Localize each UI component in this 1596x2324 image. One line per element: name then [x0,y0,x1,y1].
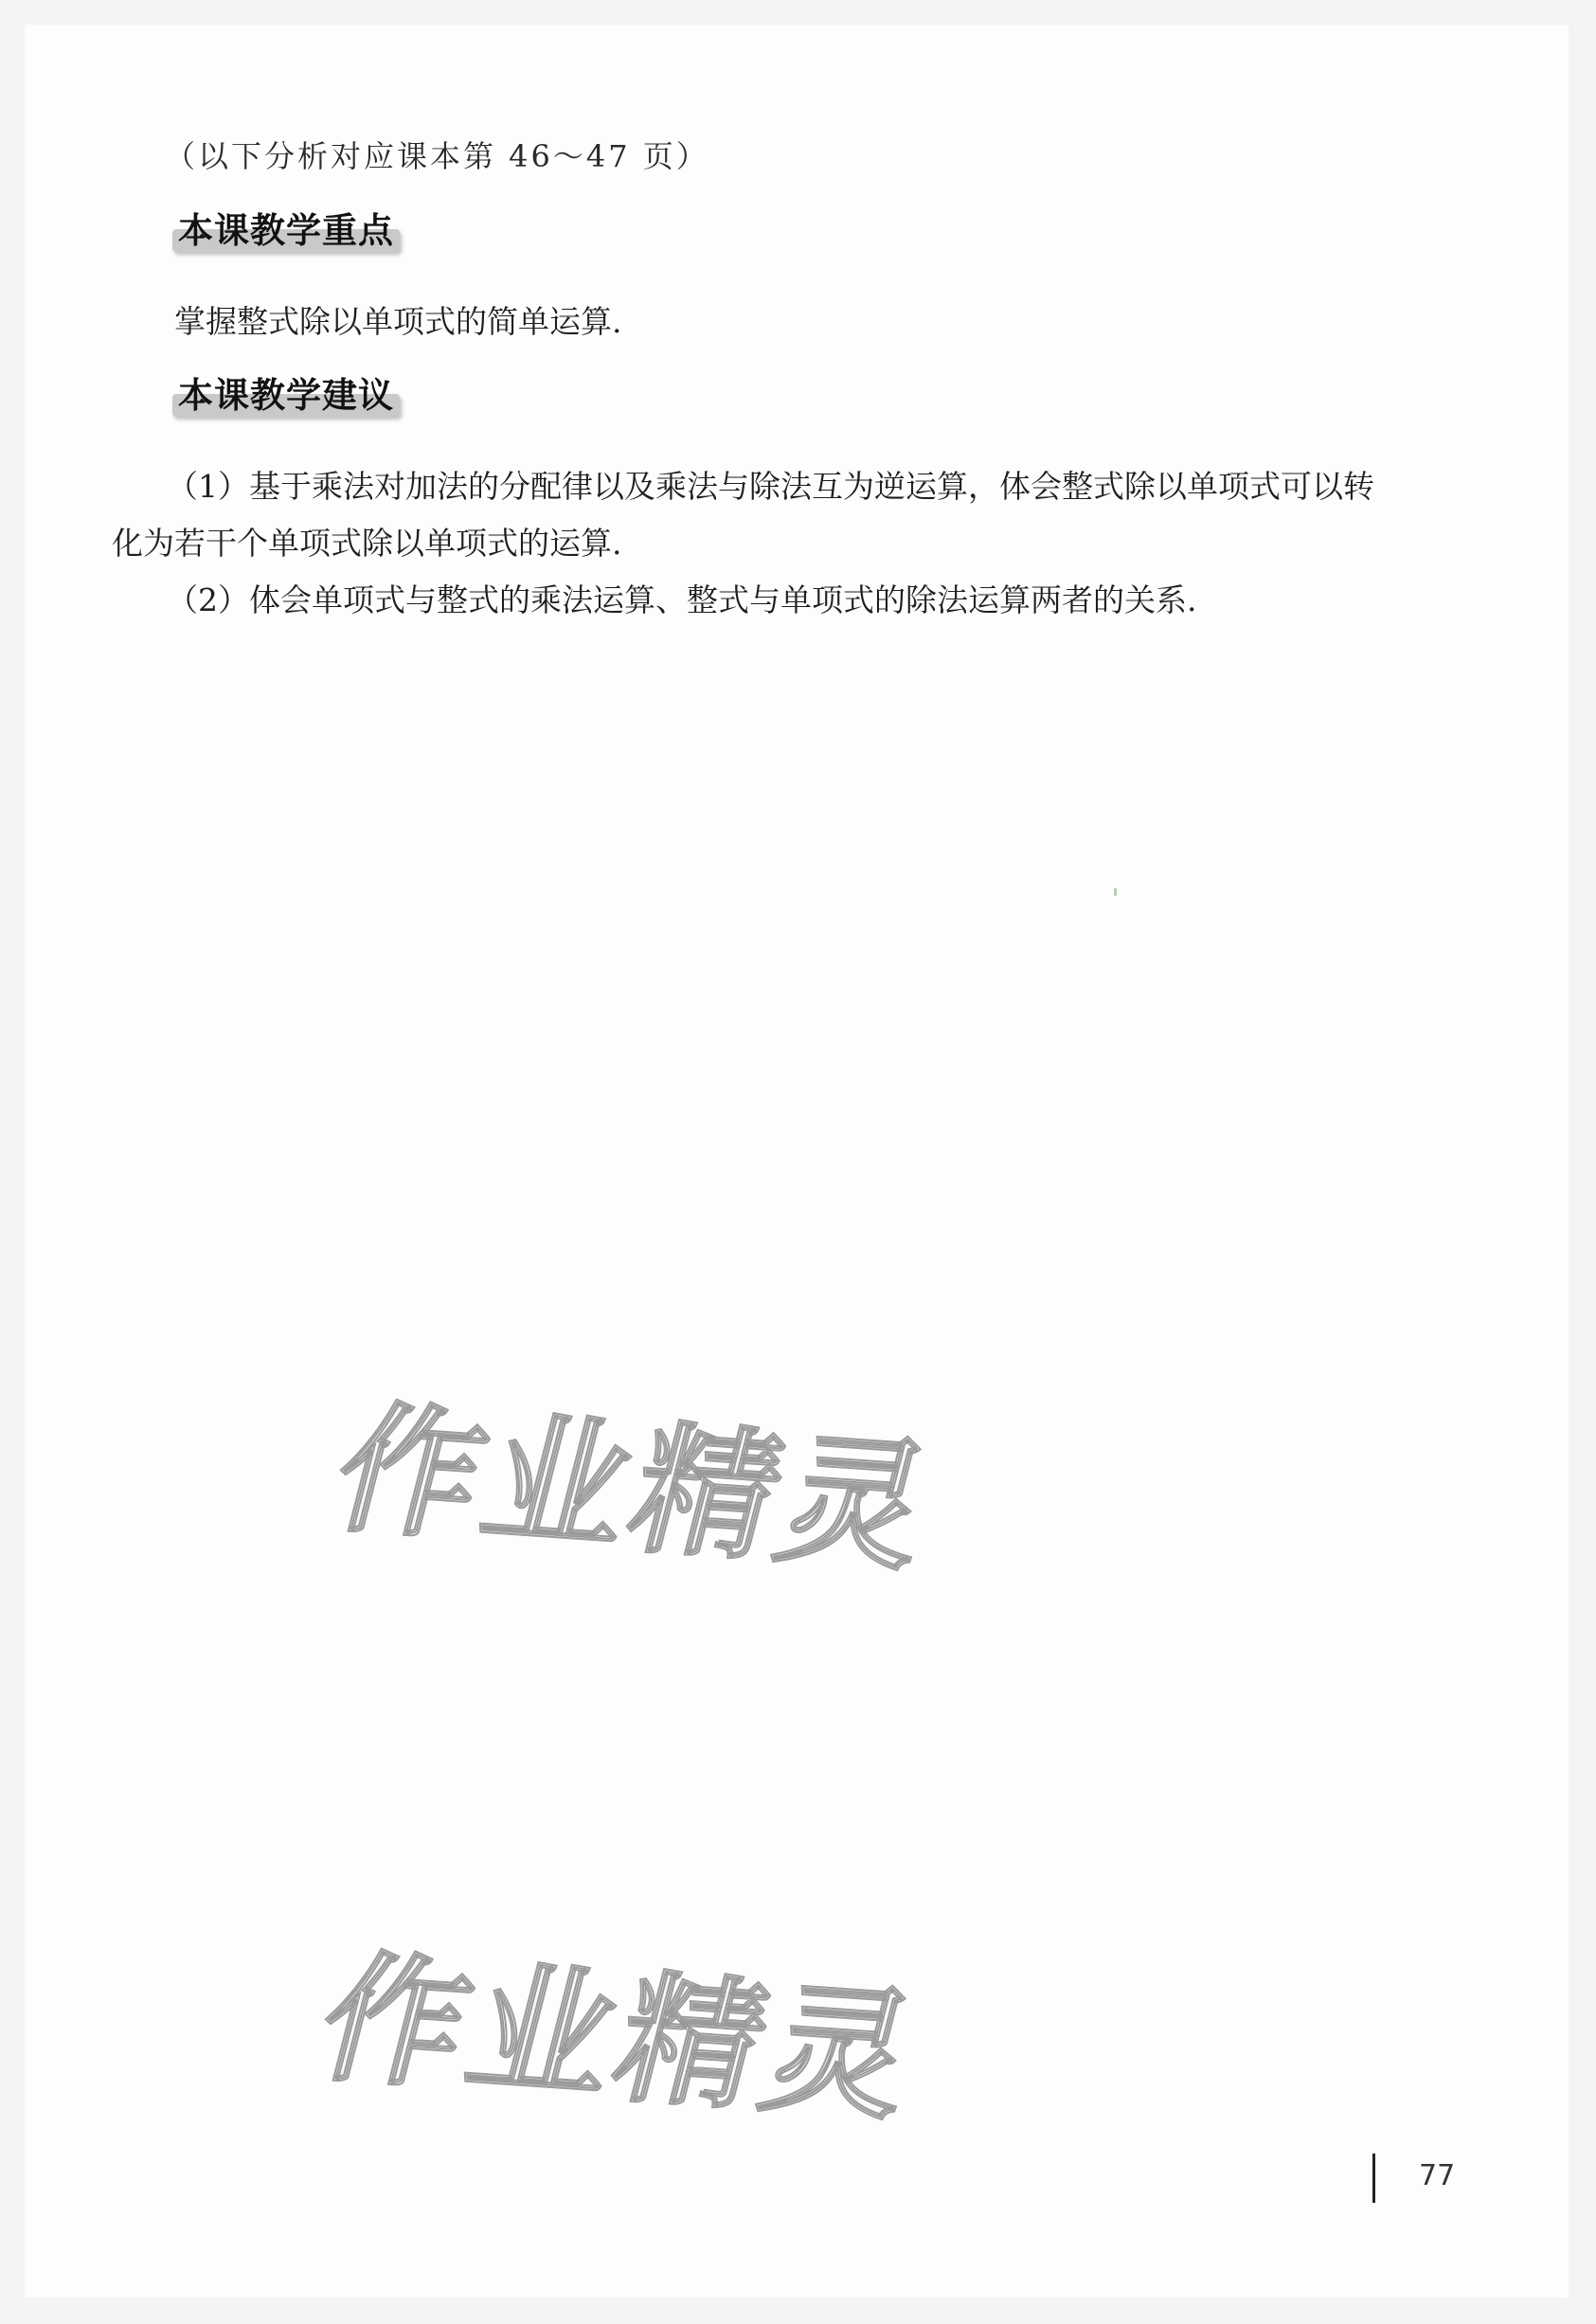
suggestion-1-line-1: （1）基于乘法对加法的分配律以及乘法与除法互为逆运算，体会整式除以单项式可以转 [167,468,1374,505]
suggestion-1-line-2: 化为若干个单项式除以单项式的运算. [112,525,622,562]
page-number: 77 [1419,2159,1456,2192]
key-points-heading [178,210,394,252]
scan-speck [1114,888,1117,896]
suggestions-heading-text: 本课教学建议 [178,375,394,416]
key-points-text: 掌握整式除以单项式的简单运算. [174,303,622,340]
page-number-rule [1372,2154,1375,2203]
textbook-page-reference: （以下分析对应课本第 46～47 页） [165,138,709,174]
key-points-heading-text: 本课教学重点 [178,210,394,251]
suggestions-heading [178,375,394,417]
watermark: 作业精灵 [328,1385,920,1592]
watermark: 作业精灵 [313,1935,905,2141]
suggestion-2: （2）体会单项式与整式的乘法运算、整式与单项式的除法运算两者的关系. [167,581,1197,618]
